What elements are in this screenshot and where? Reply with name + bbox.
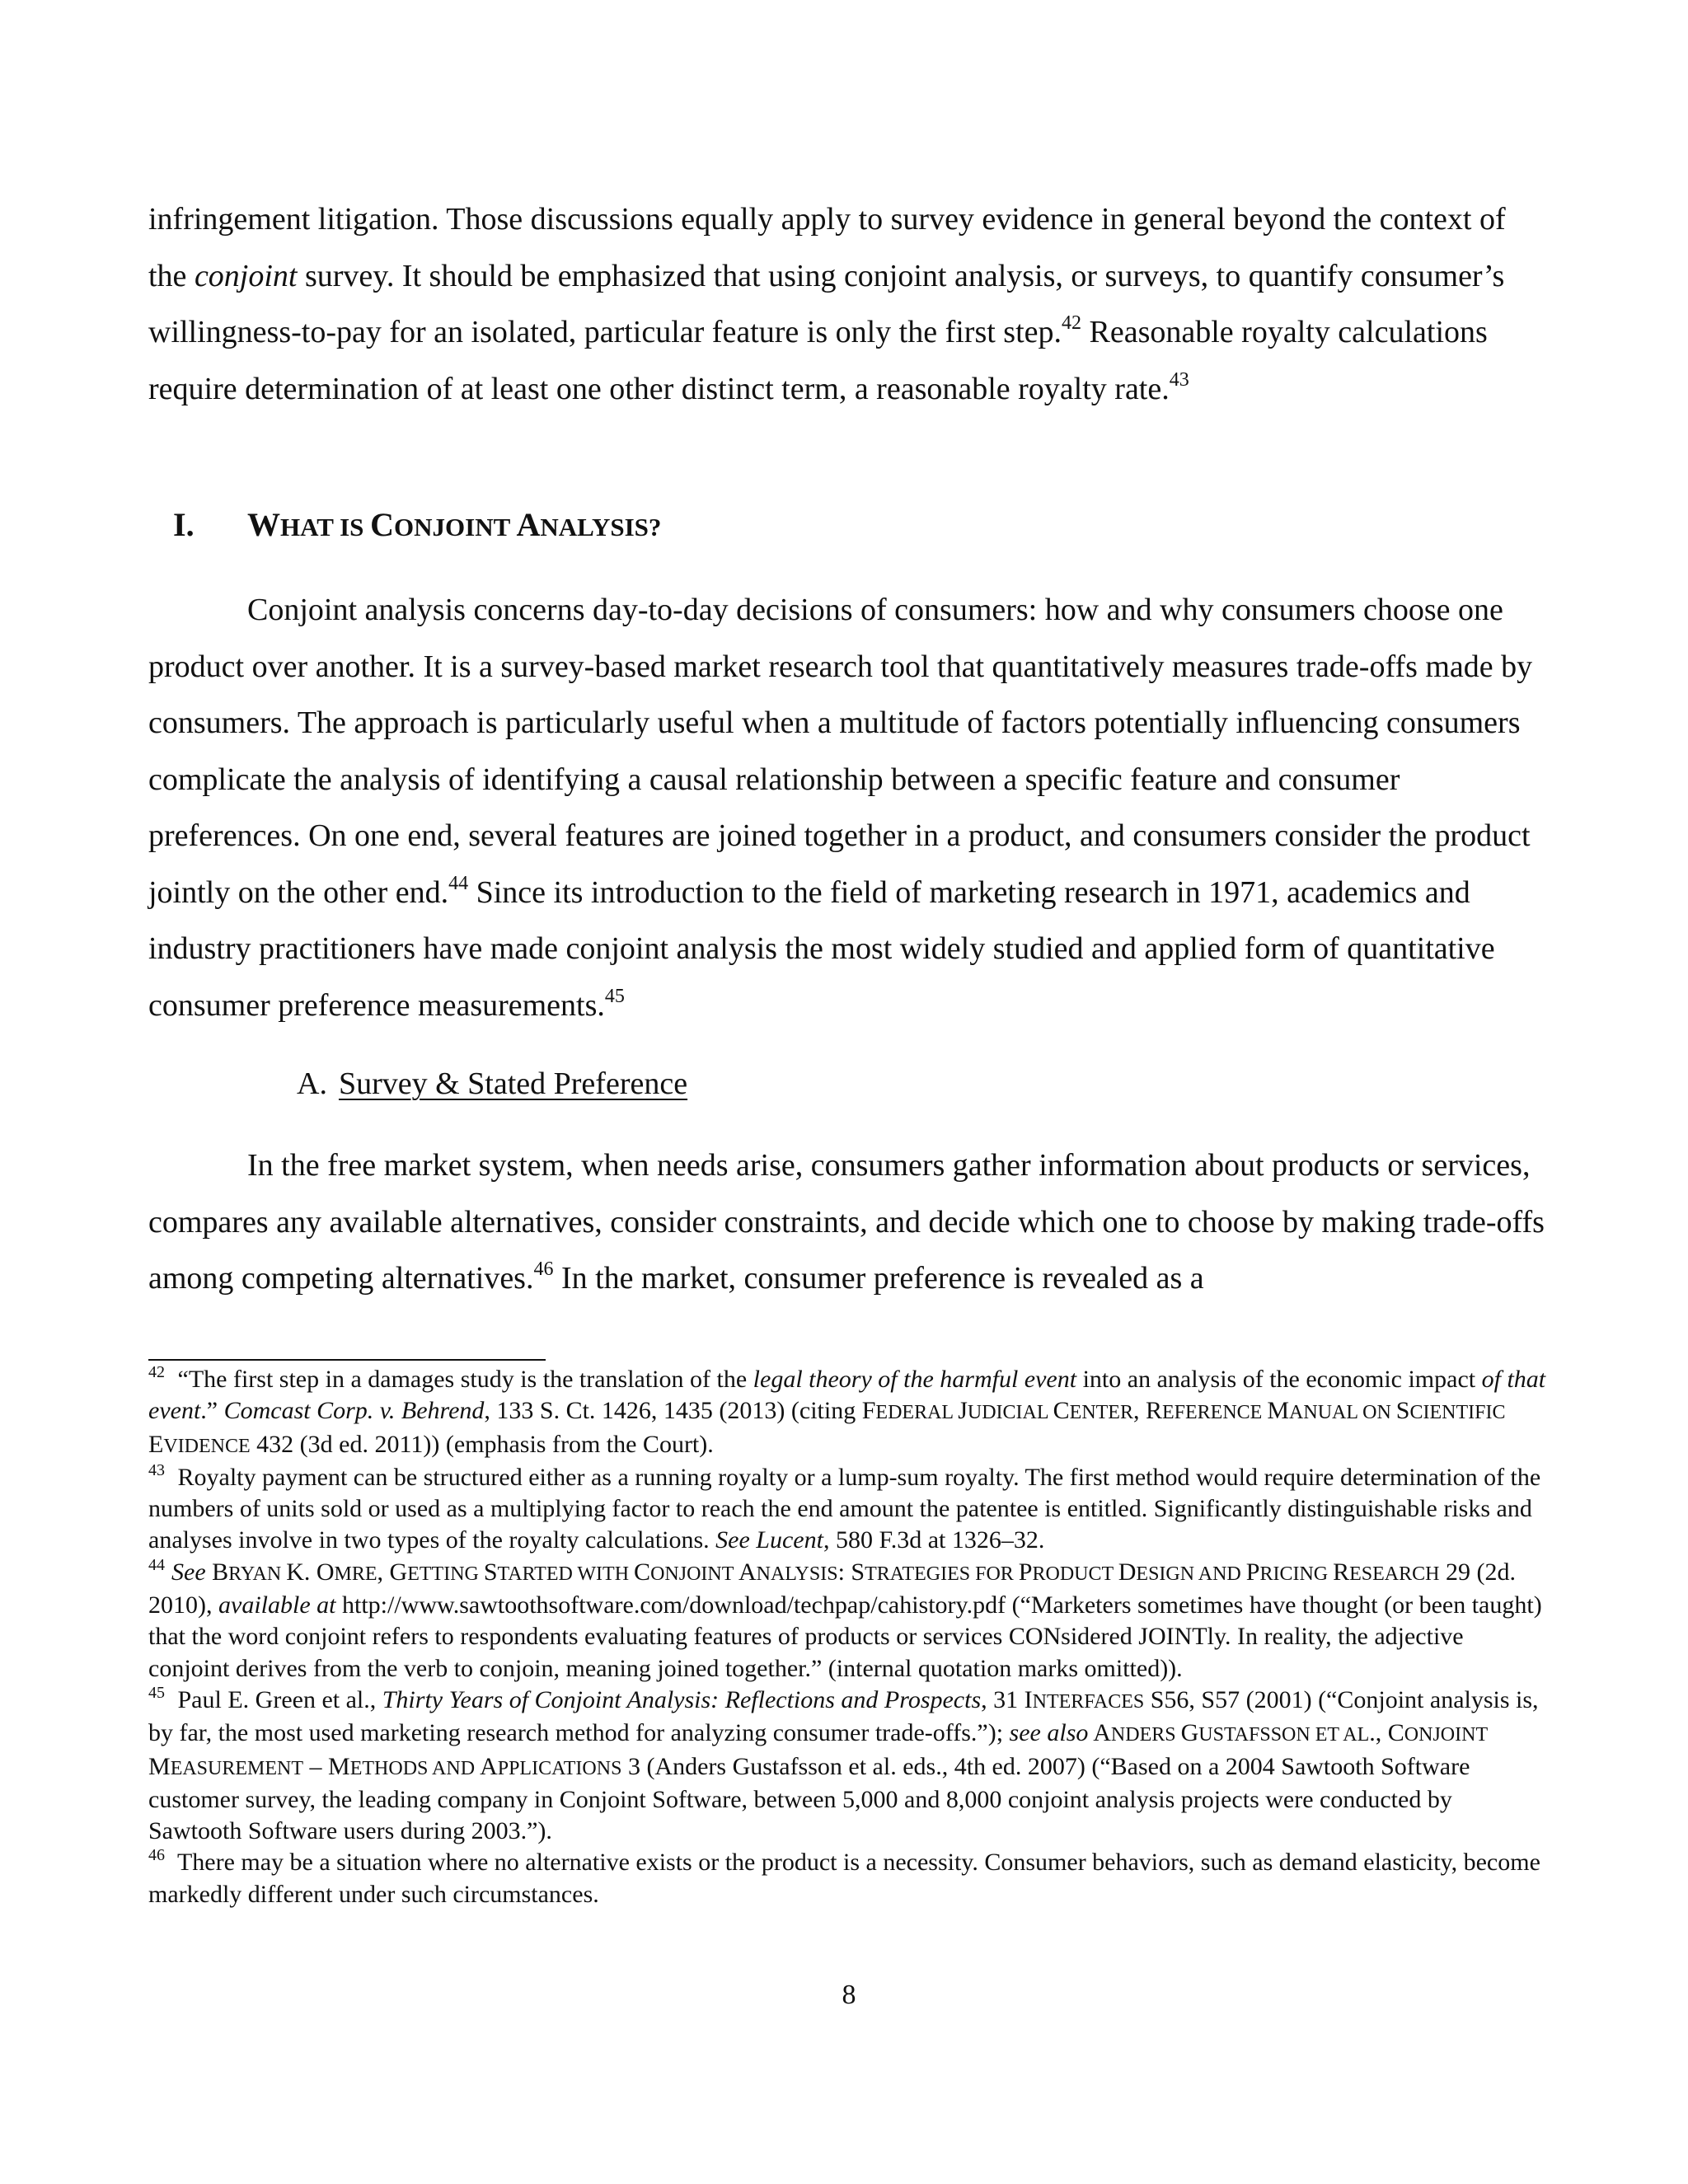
sc-small: ETTING (407, 1563, 484, 1585)
sc-big: E (148, 1430, 164, 1458)
text-run: Reasonable royalty calculations require determination of at least one other distinct term, a reasonable royalty rate. (148, 315, 1488, 406)
text-run: http://www.sawtoothsoftware.com/download/techpap/cahistory.pdf (“Marketers sometimes have thought (or been taught) that the word conjoint refers to respondents evaluating features of products or services CONsidered JOINTly. In reality, the adjective conjoint derives from the verb to conjoin, meaning joined together.” (internal quotation marks omitted)). (148, 1591, 1542, 1682)
italic-text: legal theory of the harmful event (753, 1366, 1077, 1393)
sc-big: M (328, 1752, 350, 1780)
footnote-46 (148, 1847, 1550, 1910)
text-run: , (377, 1558, 390, 1586)
footnote-ref-45[interactable]: 45 (604, 985, 625, 1007)
sc-small: UDICIAL (967, 1402, 1053, 1424)
italic-text: See Lucent (715, 1526, 823, 1554)
footnote-ref-46[interactable]: 46 (533, 1258, 554, 1280)
sc-big: R (1333, 1558, 1350, 1586)
footnote-number: 42 (148, 1363, 165, 1381)
footnote-number: 46 (148, 1846, 165, 1865)
sc-small: NDERS (1110, 1724, 1181, 1746)
section-heading (173, 504, 661, 548)
sc-big: P (1018, 1558, 1033, 1586)
sc-small: VIDENCE (163, 1435, 251, 1457)
sc-small: PPLICATIONS (497, 1757, 622, 1779)
text-run: “The first step in a damages study is the translation of the (171, 1366, 753, 1393)
sc-small: ETHODS AND (349, 1757, 481, 1779)
sc-big: R (1145, 1397, 1162, 1425)
text-run: 29 (2d. 2010), (148, 1558, 1516, 1619)
sc-small: ONJOINT (650, 1563, 738, 1585)
italic-text: see also (1009, 1719, 1089, 1747)
sc-small: ESIGN AND (1136, 1563, 1246, 1585)
sc-small: RODUCT (1032, 1563, 1118, 1585)
sc-small: EFERENCE (1162, 1402, 1268, 1424)
sc-small: RYAN (228, 1563, 287, 1585)
text-run: In the free market system, when needs arise, consumers gather information about products or services, compares any available alternatives, consider constraints, and decide which one to choose by making trade-offs among competing alternatives. (148, 1148, 1545, 1296)
footnote-number: 45 (148, 1683, 165, 1702)
sc-small: TRATEGIES FOR (865, 1563, 1019, 1585)
text-run: ., (1369, 1719, 1388, 1747)
subsection-title: Survey & Stated Preference (338, 1066, 688, 1101)
footnote-44 (148, 1557, 1550, 1685)
text-run: , 133 S. Ct. 1426, 1435 (2013) (citing (484, 1397, 862, 1425)
sc-big: A (1093, 1719, 1111, 1747)
footnote-separator (148, 1359, 546, 1361)
footnote-43 (148, 1462, 1550, 1557)
footnote-ref-42[interactable]: 42 (1062, 312, 1082, 334)
text-run: S56, S57 (2001) (“Conjoint analysis is, by far, the most used marketing research method for analyzing consumer trade-offs.”); (148, 1685, 1539, 1747)
sc-big: D (1118, 1558, 1137, 1586)
sc-big: C (634, 1558, 651, 1586)
text-run: Since its introduction to the field of marketing research in 1971, academics and industry practitioners have made conjoint analysis the most widely studied and applied form of quantitative consumer preference measurements. (148, 874, 1495, 1023)
text-run: infringement litigation. Those discussions equally apply to survey evidence in general beyond the context of the (148, 202, 1506, 293)
text-run: Royalty payment can be structured either as a running royalty or a lump-sum royalty. The first method would require determination of the numbers of units sold or used as a multiplying factor to reach the end amount the patentee is entitled. Significantly distinguishable risks and analyses involve in two types of the royalty calculations. (148, 1463, 1541, 1554)
sc-big: A (738, 1558, 757, 1586)
text-run: Conjoint analysis concerns day-to-day decisions of consumers: how and why consumers choose one product over another. It is a survey-based market research tool that quantitatively measures trade-offs made by consumers. The approach is particularly useful when a multitude of factors potentially influencing consumers complicate the analysis of identifying a causal relationship between a specific feature and consumer preferences. On one end, several features are joined together in a product, and consumers consider the product jointly on the other end. (148, 593, 1533, 910)
sc-small: CIENTIFIC (1409, 1402, 1506, 1424)
document-page (148, 0, 1550, 2184)
section-number: I. (173, 506, 195, 543)
italic-text: Thirty Years of Conjoint Analysis: Reflections and Prospects (382, 1685, 982, 1713)
text-run: – (303, 1752, 329, 1780)
sc-big: G (1180, 1719, 1199, 1747)
sc-small: RICING (1259, 1563, 1334, 1585)
sc-small: ENTER (1069, 1402, 1133, 1424)
sc-small: NALYSIS (756, 1563, 838, 1585)
sc-big: M (148, 1752, 171, 1780)
text-run: 3 (Anders Gustafsson et al. eds., 4th ed. 2007) (“Based on a 2004 Sawtooth Software customer survey, the leading company in Conjoint Software, between 5,000 and 8,000 conjoint analysis projects were conducted by Sawtooth Software users during 2003.”). (148, 1752, 1470, 1845)
heading-text: HAT IS (280, 513, 371, 541)
subsection-letter: A. (297, 1066, 327, 1101)
intro-paragraph (148, 191, 1550, 417)
text-run: 432 (3d ed. 2011)) (emphasis from the Court). (250, 1430, 714, 1458)
heading-text: NALYSIS? (540, 513, 662, 541)
sc-big: S (483, 1558, 498, 1586)
conjoint-paragraph (148, 582, 1550, 1033)
text-run: There may be a situation where no alternative exists or the product is a necessity. Consumer behaviors, such as demand elasticity, become markedly different under such circumstances. (148, 1849, 1540, 1908)
sc-big: A (480, 1752, 498, 1780)
italic-text: available at (218, 1591, 336, 1619)
heading-letter: W (247, 506, 280, 543)
page-number: 8 (842, 1980, 856, 2010)
sc-small: ANUAL ON (1289, 1402, 1396, 1424)
footnote-45 (148, 1685, 1550, 1847)
text-run: into an analysis of the economic impact (1076, 1366, 1482, 1393)
sc-big: K. O (286, 1558, 335, 1586)
case-name: Comcast Corp. v. Behrend (223, 1397, 485, 1425)
footnote-ref-43[interactable]: 43 (1169, 368, 1189, 391)
text-run: : (837, 1558, 851, 1586)
sc-big: S (1395, 1397, 1410, 1425)
sc-small: NTERFACES (1032, 1690, 1145, 1713)
sc-big: C (1053, 1397, 1070, 1425)
sc-small: ESEARCH (1349, 1563, 1440, 1585)
text-run: In the market, consumer preference is revealed as a (553, 1261, 1204, 1296)
sc-small: USTAFSSON ET AL (1198, 1724, 1370, 1746)
subsection-heading (297, 1063, 687, 1104)
sc-big: I (1024, 1685, 1033, 1713)
sc-small: EASUREMENT (170, 1757, 304, 1779)
sc-big: P (1245, 1558, 1260, 1586)
sc-small: MRE (334, 1563, 377, 1585)
sc-big: F (861, 1397, 876, 1425)
italic-text: of that event (148, 1366, 1546, 1425)
sc-big: S (851, 1558, 865, 1586)
text-run: , (1132, 1397, 1146, 1425)
heading-letter: A (516, 506, 541, 543)
italic-term: conjoint (194, 258, 298, 293)
text-run: , 580 F.3d at 1326–32. (823, 1526, 1045, 1554)
heading-text: ONJOINT (394, 513, 517, 541)
sc-small: ONJOINT (1404, 1724, 1488, 1746)
footnote-ref-44[interactable]: 44 (448, 872, 469, 894)
footnote-number: 44 (148, 1555, 165, 1574)
text-run: survey. It should be emphasized that using conjoint analysis, or surveys, to quantify consumer’s willingness-to-pay for an isolated, particular feature is only the first step. (148, 258, 1505, 349)
text-run: , 31 (981, 1685, 1025, 1713)
market-paragraph (148, 1137, 1550, 1307)
sc-small: EDERAL (875, 1402, 959, 1424)
sc-big: C (1387, 1719, 1404, 1747)
footnotes-section (148, 1364, 1550, 1910)
footnote-42 (148, 1364, 1550, 1462)
sc-big: M (1267, 1397, 1290, 1425)
footnote-number: 43 (148, 1460, 165, 1479)
sc-big: G (389, 1558, 408, 1586)
sc-small: TARTED WITH (497, 1563, 635, 1585)
heading-letter: C (370, 506, 395, 543)
italic-text: See (171, 1558, 206, 1586)
sc-big: J (958, 1397, 968, 1425)
text-run: Paul E. Green et al., (171, 1685, 382, 1713)
text-run: .” (200, 1397, 224, 1425)
sc-big: B (212, 1558, 229, 1586)
